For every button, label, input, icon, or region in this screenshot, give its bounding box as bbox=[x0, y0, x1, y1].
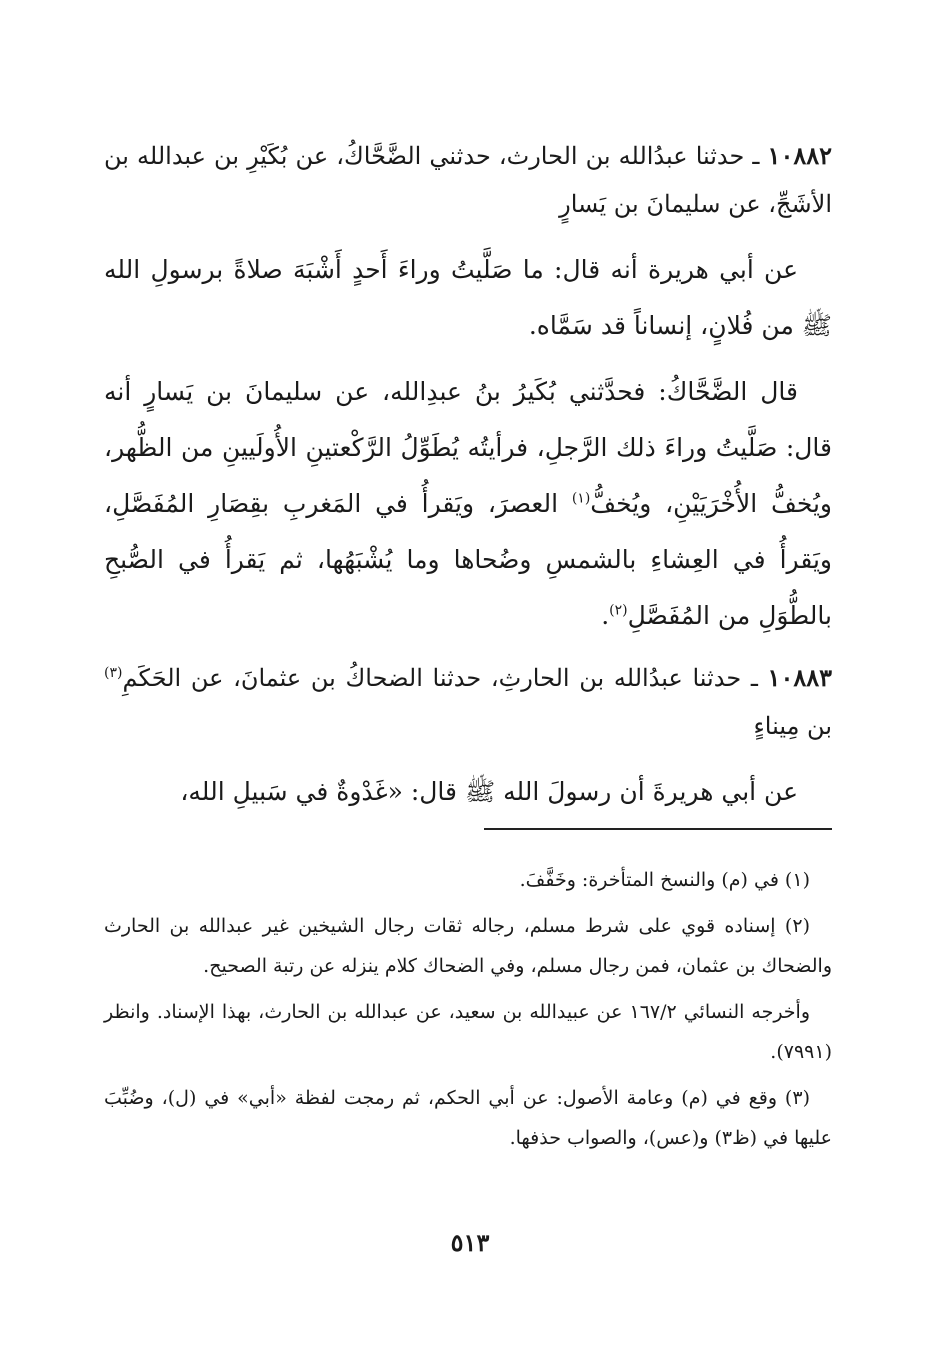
hadith-matn bbox=[104, 242, 832, 354]
footnote-3: (٣) وقع في (م) وعامة الأصول: عن أبي الحكم، ثم رمجت لفظة «أبي» في (ل)، وضُبِّبَ عليها في (ظ٣) و(عس)، والصواب حذفها. bbox=[104, 1087, 832, 1149]
footnote-divider bbox=[484, 828, 832, 830]
footnotes bbox=[104, 860, 832, 1164]
footnote-1: (١) في (م) والنسخ المتأخرة: وخَفَّفَ. bbox=[519, 869, 810, 891]
hadith-report-dahhak bbox=[104, 364, 832, 644]
hadith-matn bbox=[104, 764, 832, 820]
isnad-text-start: ـ حدثنا عبدُالله بن الحارثِ، حدثنا الضحاكُ بن عثمانَ، عن الحَكَمِ bbox=[122, 664, 758, 692]
hadith-isnad-10882 bbox=[104, 132, 832, 228]
report-text-middle: العصرَ، ويَقرأُ في المَغربِ بقِصَارِ المُفَصَّلِ، ويَقرأُ في العِشاءِ بالشمسِ وضُحاها وما يُشْبَهُها، ثم يَقرأُ في الصُّبحِ بالطُّوَلِ من المُفَصَّلِ bbox=[104, 489, 832, 630]
report-text-end: . bbox=[601, 601, 610, 630]
matn-text: عن أبي هريرة أنه قال: ما صَلَّيتُ وراءَ أَحدٍ أَشْبَهَ صلاةً برسولِ الله ﷺ من فُلانٍ، إنساناً قد سَمَّاه. bbox=[104, 255, 832, 340]
main-text bbox=[104, 132, 832, 830]
hadith-number: ١٠٨٨٣ bbox=[767, 663, 832, 692]
report-text-start: قال الضَّحَّاكُ: فحدَّثني بُكَيرُ بنُ عبدِالله، عن سليمانَ بن يَسارٍ أنه قال: صَلَّيتُ وراءَ ذلك الرَّجلِ، فرأيتُه يُطَوِّلُ الرَّكْعتينِ الأُولَيينِ من الظُّهر، ويُخفُّ الأُخْرَيَيْنِ، ويُخفُّ bbox=[104, 377, 832, 518]
footnote-marker-2: (٢) bbox=[609, 602, 628, 619]
hadith-isnad-10883 bbox=[104, 654, 832, 750]
hadith-number: ١٠٨٨٢ bbox=[767, 141, 832, 170]
page-number: ٥١٣ bbox=[450, 1228, 490, 1257]
matn-text: عن أبي هريرةَ أن رسولَ الله ﷺ قال: «غَدْوةٌ في سَبيلِ الله، bbox=[180, 777, 798, 806]
footnote-2: (٢) إسناده قوي على شرط مسلم، رجاله ثقات رجال الشيخين غير عبدالله بن الحارث والضحاك بن عثمان، فمن رجال مسلم، وفي الضحاك كلام ينزله عن رتبة الصحيح. bbox=[104, 915, 832, 977]
footnote-marker-3: (٣) bbox=[104, 665, 123, 681]
footnote-marker-1: (١) bbox=[571, 490, 591, 507]
footnote-2-continued: وأخرجه النسائي ١٦٧/٢ عن عبيدالله بن سعيد، عن عبدالله بن الحارث، بهذا الإسناد. وانظر (٧٩٩١). bbox=[104, 1001, 832, 1063]
isnad-text-end: بن مِيناءٍ bbox=[753, 712, 832, 740]
isnad-text: ـ حدثنا عبدُالله بن الحارث، حدثني الضَّحَّاكُ، عن بُكَيْرِ بن عبدالله بن الأشَجِّ، عن سليمانَ بن يَسارٍ bbox=[104, 142, 832, 218]
